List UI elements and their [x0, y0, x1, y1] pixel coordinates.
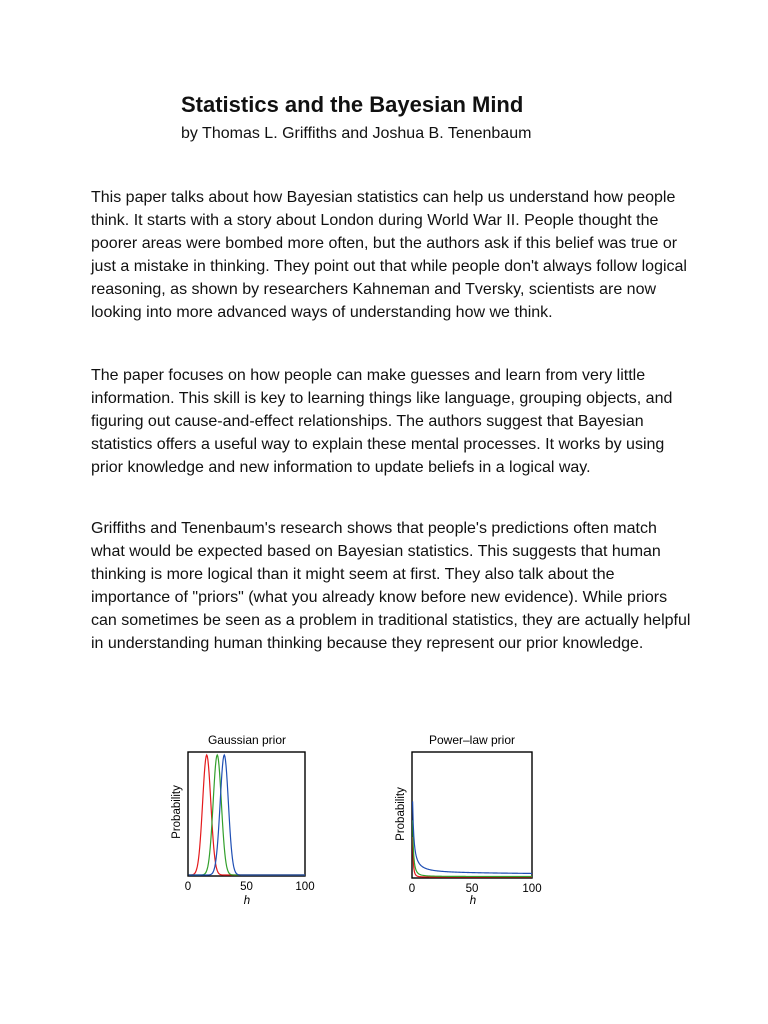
summary-paragraph-2: The paper focuses on how people can make guesses and learn from very little information. This skill is key to learning things like language, grouping objects, and figuring out cause-and-effect relationships. The authors suggest that Bayesian statistics offers a useful way to explain these mental processes. It works by using prior knowledge and new information to update beliefs in a logical way. [91, 367, 673, 476]
paper-authors: by Thomas L. Griffiths and Joshua B. Tenenbaum [181, 125, 532, 142]
x-axis-label: h [469, 895, 477, 907]
y-axis-label: Probability [395, 787, 407, 841]
plot-frame [188, 752, 305, 876]
series-layer [189, 755, 305, 875]
chart-title: Gaussian prior [207, 733, 287, 747]
x-tick-label: 100 [522, 883, 542, 895]
series-line-3 [413, 801, 532, 873]
series-line-2 [189, 755, 305, 875]
series-line-2 [413, 820, 532, 876]
x-tick-label: 0 [408, 883, 416, 895]
x-tick-label: 50 [465, 883, 479, 895]
series-line-3 [189, 755, 305, 875]
paper-title: Statistics and the Bayesian Mind [181, 92, 524, 117]
summary-paragraph-1: This paper talks about how Bayesian statistics can help us understand how people think. It starts with a story about London during World War II. People thought the poorer areas were bombed more often, but the authors ask if this belief was true or just a mistake in thinking. They point out that while people don't always follow logical reasoning, as shown by researchers Kahneman and Tversky, scientists are now looking into more advanced ways of understanding how we think. [91, 189, 687, 321]
x-tick-label: 100 [295, 881, 315, 893]
series-layer [413, 801, 532, 877]
series-line-1 [413, 837, 532, 877]
x-tick-layer [409, 883, 542, 895]
x-tick-label: 0 [184, 881, 192, 893]
x-tick-label: 50 [240, 881, 253, 893]
chart-title: Power–law prior [428, 733, 516, 747]
summary-paragraph-3: Griffiths and Tenenbaum's research shows that people's predictions often match what would be expected based on Bayesian statistics. This suggests that human thinking is more logical than it might seem at first. They also talk about the importance of "priors" (what you already know before new evidence). While priors can sometimes be seen as a problem in traditional statistics, they are actually helpful in understanding human thinking because they represent our prior knowledge. [91, 520, 691, 652]
series-line-1 [189, 755, 305, 875]
y-axis-label: Probability [171, 785, 183, 839]
x-tick-layer [185, 881, 315, 893]
power-law-prior-chart [384, 728, 554, 913]
gaussian-prior-chart [160, 728, 330, 913]
x-axis-label: h [243, 895, 251, 907]
plot-frame [412, 752, 532, 878]
